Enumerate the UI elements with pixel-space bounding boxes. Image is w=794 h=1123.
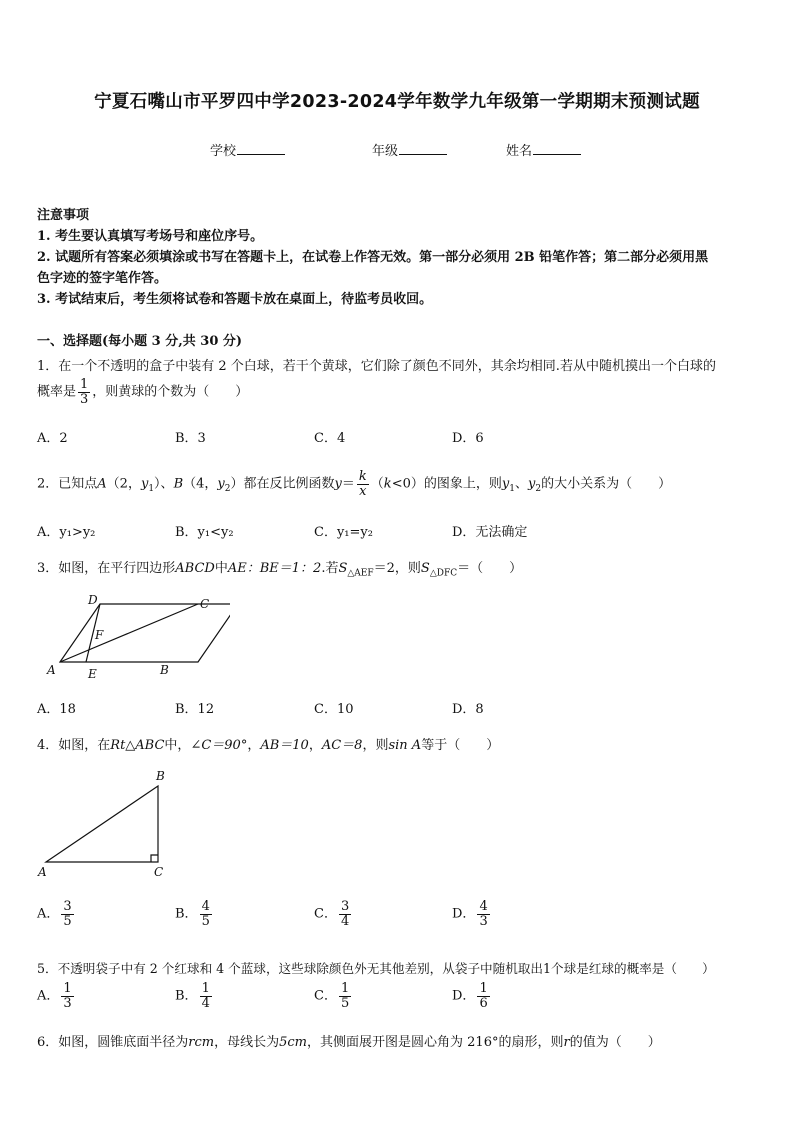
q4-text: 等于（ ） bbox=[421, 738, 500, 753]
option-label: C． bbox=[314, 988, 337, 1004]
option-num: 4 bbox=[479, 899, 488, 914]
q2-text: ）都在反比例函数 bbox=[230, 476, 335, 492]
option-label: B． bbox=[175, 988, 198, 1004]
q2-stem: 2．已知点A（2，$y_1$）、B（4，$y_2$）都在反比例函数y＝ $\frac{k}{x}$ （k<0）的图象上，则$y_1$、$y_2$的大小关系为（ ） bbox=[37, 469, 672, 499]
option-label: A． bbox=[37, 988, 60, 1004]
q2-frac-den: x bbox=[359, 483, 367, 499]
q1-prefix: 概率是 bbox=[37, 384, 77, 400]
q4-ac: AC＝8 bbox=[321, 738, 363, 753]
school-label: 学校 bbox=[210, 144, 237, 159]
option-num: 1 bbox=[63, 981, 72, 996]
q1-line1: 1．在一个不透明的盒子中装有 2 个白球，若干个黄球，它们除了颜色不同外，其余均相同.若从中随机摸出一个白球的 bbox=[37, 359, 716, 374]
q3-option-b[interactable]: B．12 bbox=[175, 702, 215, 717]
q4-ab: AB＝10 bbox=[260, 738, 309, 753]
label-a: A bbox=[38, 865, 47, 879]
option-num: 1 bbox=[340, 981, 350, 996]
q4-text: 中， bbox=[164, 738, 191, 753]
q3-text: ，则 bbox=[394, 561, 421, 576]
option-den: 5 bbox=[340, 995, 350, 1011]
name-label: 姓名 bbox=[506, 144, 533, 159]
q2-text: （4， bbox=[183, 476, 218, 492]
q3-text: ＝（ ） bbox=[457, 561, 523, 576]
parallelogram-figure bbox=[40, 592, 230, 684]
option-num: 3 bbox=[340, 899, 350, 914]
school-field bbox=[210, 140, 285, 159]
q1-den: 3 bbox=[80, 391, 89, 407]
q2-text: （ bbox=[370, 476, 384, 492]
notice-item: 1. 考生要认真填写考场号和座位序号。 bbox=[37, 229, 264, 244]
q4-angle: ∠C＝90° bbox=[190, 738, 248, 753]
q2-text: （2， bbox=[106, 476, 141, 492]
q3-option-c[interactable]: C．10 bbox=[314, 702, 354, 717]
grade-field bbox=[372, 140, 447, 159]
label-d: D bbox=[88, 593, 98, 607]
q4-text: ，则 bbox=[362, 738, 389, 753]
q6-text: 的值为（ ） bbox=[569, 1035, 661, 1050]
q6-r: r bbox=[563, 1035, 570, 1050]
label-e: E bbox=[88, 667, 97, 681]
q2-text: 、 bbox=[514, 476, 528, 492]
label-c: C bbox=[200, 597, 210, 611]
notice-item: 色字迹的签字笔作答。 bbox=[37, 271, 168, 286]
grade-label: 年级 bbox=[372, 144, 399, 159]
q3-text: 中 bbox=[214, 561, 228, 576]
q4-option-a[interactable] bbox=[37, 900, 76, 928]
page-title: 宁夏石嘴山市平罗四中学2023-2024学年数学九年级第一学期期末预测试题 bbox=[94, 92, 700, 112]
option-num: 3 bbox=[63, 899, 72, 914]
grade-blank bbox=[399, 142, 447, 155]
q2-text: ）、 bbox=[154, 476, 174, 492]
q3-ratio: AE：BE＝1：2 bbox=[227, 561, 322, 576]
q1-option-d[interactable]: D．6 bbox=[452, 431, 484, 446]
option-num: 1 bbox=[479, 981, 488, 996]
section-heading: 一、选择题(每小题 3 分,共 30 分) bbox=[37, 334, 243, 349]
label-b: B bbox=[160, 663, 169, 677]
option-label: C． bbox=[314, 906, 337, 922]
notice-item: 2. 试题所有答案必须填涂或书写在答题卡上，在试卷上作答无效。第一部分必须用 2B 铅笔作答；第二部分必须用黑 bbox=[37, 250, 709, 265]
q6-text: ，其侧面展开图是圆心角为 216°的扇形，则 bbox=[307, 1035, 564, 1050]
q3-text: 3．如图，在平行四边形 bbox=[37, 561, 176, 576]
q6-text: 6．如图，圆锥底面半径为 bbox=[37, 1035, 189, 1050]
q4-option-b[interactable] bbox=[175, 900, 214, 928]
notice-item: 3. 考试结束后，考生须将试卷和答题卡放在桌面上，待监考员收回。 bbox=[37, 292, 433, 307]
q4-triangle: Rt△ABC bbox=[110, 738, 165, 753]
q2-option-a[interactable]: A．y₁>y₂ bbox=[37, 525, 96, 540]
q2-text: 的大小关系为（ ） bbox=[541, 476, 672, 492]
q5-option-a[interactable] bbox=[37, 982, 76, 1010]
q2-option-c[interactable]: C．y₁=y₂ bbox=[314, 525, 373, 540]
q6-slant: 5cm bbox=[279, 1035, 308, 1050]
name-blank bbox=[533, 142, 581, 155]
label-a: A bbox=[47, 663, 56, 677]
q1-option-b[interactable]: B．3 bbox=[175, 431, 206, 446]
q5-option-d[interactable] bbox=[452, 982, 492, 1010]
notice-heading: 注意事项 bbox=[37, 208, 90, 223]
option-num: 1 bbox=[201, 981, 210, 996]
q1-num: 1 bbox=[80, 377, 89, 392]
q4-option-c[interactable] bbox=[314, 900, 353, 928]
parallelogram bbox=[60, 604, 230, 662]
q2-option-b[interactable]: B．y₁<y₂ bbox=[175, 525, 234, 540]
q2-frac-num: k bbox=[358, 469, 367, 484]
q6-text: ，母线长为 bbox=[214, 1035, 280, 1050]
q5-stem: 5．不透明袋子中有 2 个红球和 4 个蓝球，这些球除颜色外无其他差别，从袋子中随机取出1个球是红球的概率是（ ） bbox=[37, 961, 715, 976]
option-num: 4 bbox=[201, 899, 210, 914]
label-c: C bbox=[154, 865, 164, 879]
label-b: B bbox=[156, 769, 165, 783]
q3-option-d[interactable]: D．8 bbox=[452, 702, 484, 717]
option-den: 5 bbox=[63, 913, 72, 929]
option-den: 6 bbox=[479, 995, 488, 1011]
q2-text: 2．已知点 bbox=[37, 476, 98, 492]
option-den: 3 bbox=[479, 913, 488, 929]
q4-option-d[interactable] bbox=[452, 900, 492, 928]
label-f: F bbox=[95, 628, 104, 642]
right-angle-mark bbox=[151, 855, 158, 862]
q3-cond: ＝2 bbox=[373, 561, 395, 576]
q3-text: .若 bbox=[321, 561, 339, 576]
option-den: 4 bbox=[201, 995, 210, 1011]
q6-stem bbox=[37, 1031, 661, 1050]
q2-text: <0）的图象上，则 bbox=[391, 476, 502, 492]
q3-shape: ABCD bbox=[175, 561, 215, 576]
option-label: D． bbox=[452, 906, 476, 922]
q4-stem: 4．如图，在Rt△ABC中，∠C＝90°，AB＝10，AC＝8，则sin A等于（ ） bbox=[37, 738, 500, 753]
name-field bbox=[506, 140, 581, 159]
q1-option-c[interactable]: C．4 bbox=[314, 431, 346, 446]
q3-stem: 3．如图，在平行四边形ABCD中AE：BE＝1：2.若$S_{\triangle AEF}=2$，则$S_{\triangle DFC}=$（ ） bbox=[37, 561, 523, 579]
school-blank bbox=[237, 142, 285, 155]
option-label: A． bbox=[37, 906, 60, 922]
q5-option-b[interactable] bbox=[175, 982, 214, 1010]
q1-option-a[interactable]: A．2 bbox=[37, 431, 68, 446]
q2-option-d[interactable]: D．无法确定 bbox=[452, 525, 528, 540]
option-den: 5 bbox=[201, 913, 210, 929]
right-triangle-figure bbox=[34, 768, 184, 880]
option-label: B． bbox=[175, 906, 198, 922]
q4-sin: sin A bbox=[388, 738, 422, 753]
q1-suffix: ，则黄球的个数为（ ） bbox=[92, 384, 249, 400]
q5-option-c[interactable] bbox=[314, 982, 353, 1010]
option-den: 3 bbox=[63, 995, 72, 1011]
q3-option-a[interactable]: A．18 bbox=[37, 702, 76, 717]
q4-text: 4．如图，在 bbox=[37, 738, 111, 753]
q6-radius: rcm bbox=[188, 1035, 215, 1050]
triangle bbox=[46, 786, 158, 862]
option-label: D． bbox=[452, 988, 476, 1004]
q1-fraction bbox=[78, 378, 90, 406]
option-den: 4 bbox=[340, 913, 350, 929]
q1-line2 bbox=[37, 378, 248, 406]
q2-fraction bbox=[357, 470, 369, 498]
